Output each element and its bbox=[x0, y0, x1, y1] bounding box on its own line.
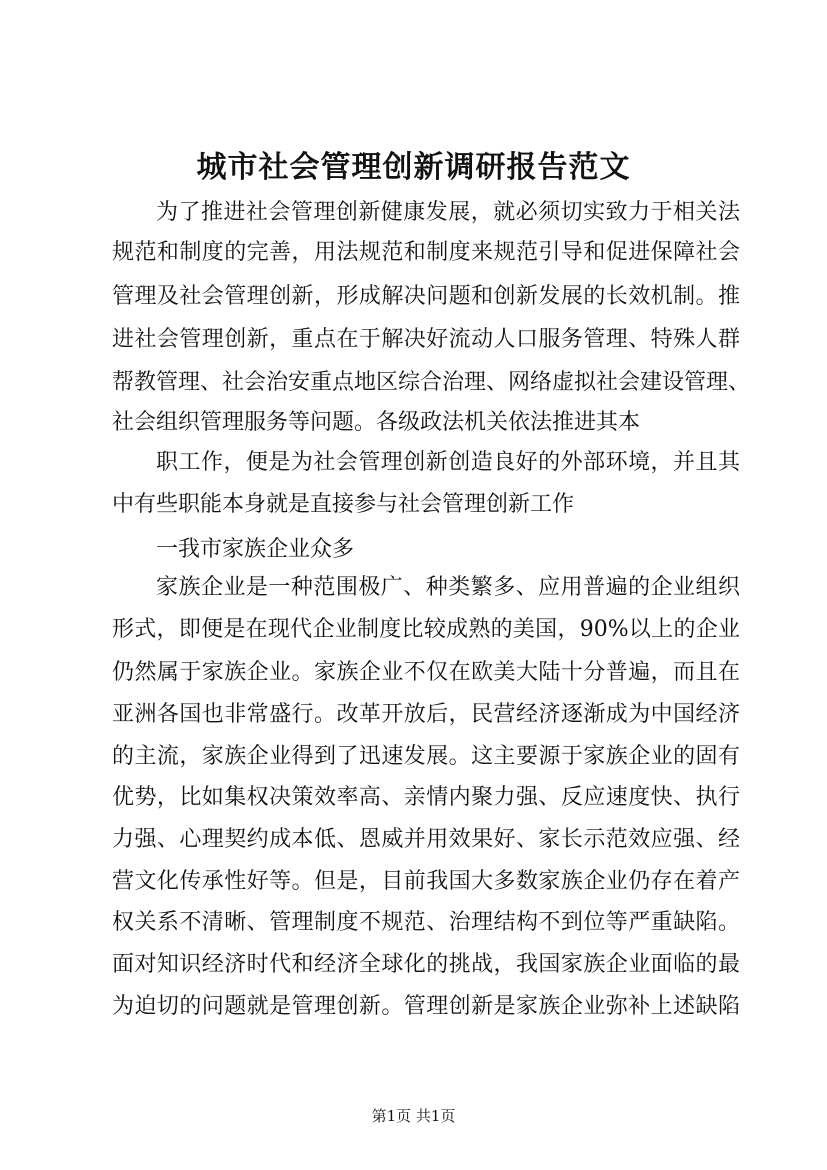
paragraph-line: 规范和制度的完善，用法规范和制度来规范引导和促进保障社会 bbox=[112, 240, 740, 265]
paragraph-line: 力强、心理契约成本低、恩威并用效果好、家长示范效应强、经 bbox=[112, 827, 740, 852]
paragraph-line: 营文化传承性好等。但是，目前我国大多数家族企业仍存在着产 bbox=[112, 869, 740, 894]
paragraph-line: 职工作，便是为社会管理创新创造良好的外部环境，并且其 bbox=[156, 450, 740, 475]
paragraph-line: 帮教管理、社会治安重点地区综合治理、网络虚拟社会建设管理、 bbox=[112, 370, 751, 395]
paragraph-line: 家族企业是一种范围极广、种类繁多、应用普遍的企业组织 bbox=[156, 575, 740, 600]
paragraph-line: 为了推进社会管理创新健康发展，就必须切实致力于相关法 bbox=[156, 200, 740, 225]
paragraph-line: 面对知识经济时代和经济全球化的挑战，我国家族企业面临的最 bbox=[112, 952, 740, 977]
paragraph-line: 社会组织管理服务等问题。各级政法机关依法推进其本 bbox=[112, 410, 641, 435]
page-footer: 第1页 共1页 bbox=[371, 1107, 456, 1125]
paragraph-line: 权关系不清晰、管理制度不规范、治理结构不到位等严重缺陷。 bbox=[112, 910, 740, 935]
paragraph-line: 仍然属于家族企业。家族企业不仅在欧美大陆十分普遍，而且在 bbox=[112, 660, 740, 685]
paragraph-line: 进社会管理创新，重点在于解决好流动人口服务管理、特殊人群 bbox=[112, 327, 740, 352]
paragraph-line: 形式，即便是在现代企业制度比较成熟的美国，90%以上的企业 bbox=[112, 617, 740, 642]
paragraph-line: 管理及社会管理创新，形成解决问题和创新发展的长效机制。推 bbox=[112, 284, 740, 309]
paragraph-line: 亚洲各国也非常盛行。改革开放后，民营经济逐渐成为中国经济 bbox=[112, 702, 740, 727]
paragraph-line: 为迫切的问题就是管理创新。管理创新是家族企业弥补上述缺陷 bbox=[112, 994, 740, 1019]
section-heading: 一我市家族企业众多 bbox=[156, 537, 355, 562]
paragraph-line: 中有些职能本身就是直接参与社会管理创新工作 bbox=[112, 492, 575, 517]
document-title: 城市社会管理创新调研报告范文 bbox=[196, 150, 631, 185]
paragraph-line: 的主流，家族企业得到了迅速发展。这主要源于家族企业的固有 bbox=[112, 744, 740, 769]
paragraph-line: 优势，比如集权决策效率高、亲情内聚力强、反应速度快、执行 bbox=[112, 785, 740, 810]
